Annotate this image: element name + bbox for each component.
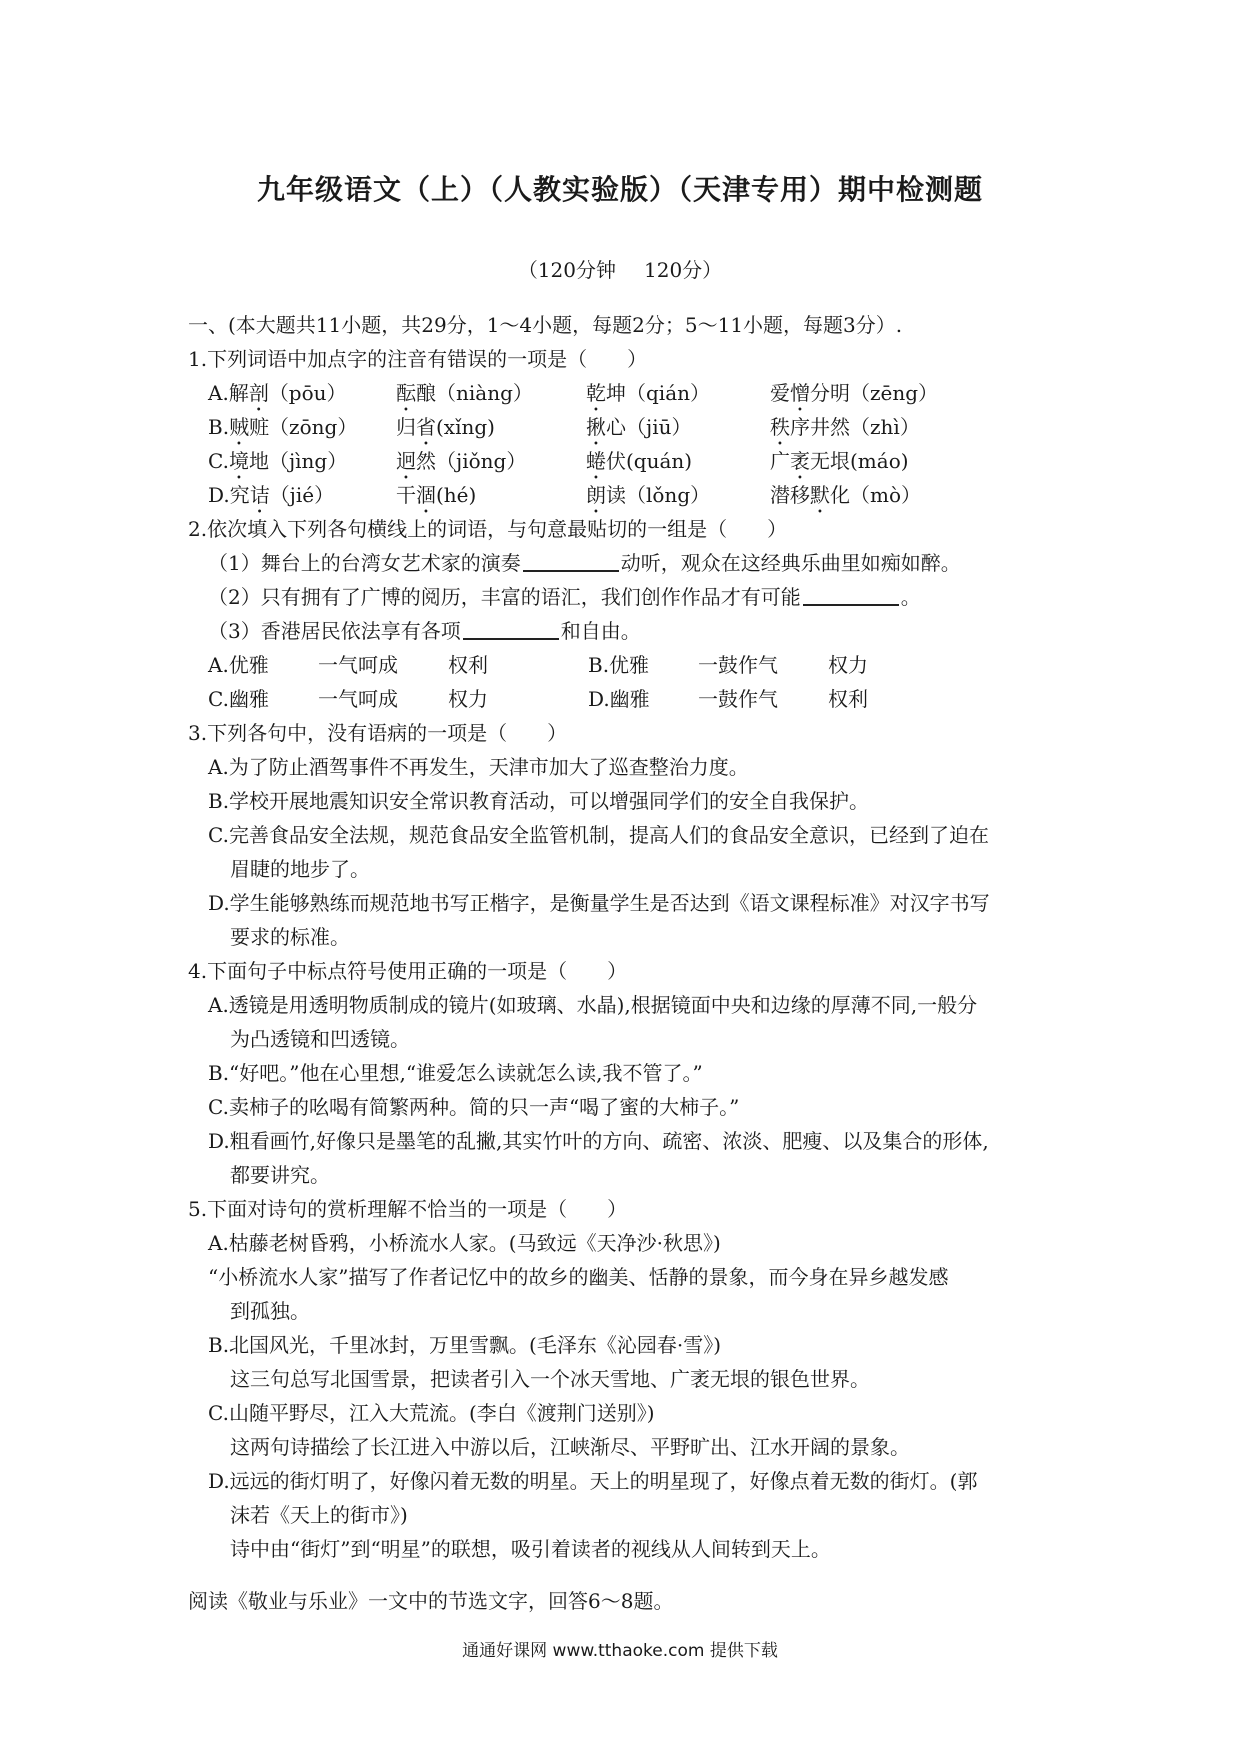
dotted-char: 迥 bbox=[396, 449, 416, 473]
dotted-char: 省 bbox=[416, 415, 436, 439]
question-3-stem: 3.下列各句中，没有语病的一项是（ ） bbox=[188, 721, 568, 745]
option-text: 干 bbox=[396, 483, 416, 507]
dotted-char: 涸 bbox=[416, 483, 436, 507]
option-item: 一气呵成 bbox=[318, 653, 398, 677]
option-text: 地（jìng） bbox=[248, 449, 348, 473]
dotted-char: 乾 bbox=[586, 381, 606, 405]
fill-blank bbox=[803, 582, 899, 606]
question-2-options bbox=[188, 648, 1068, 716]
option-line: C.卖柿子的吆喝有简繁两种。简的只一声“喝了蜜的大柿子。” bbox=[208, 1095, 740, 1119]
sentence-text: （1）舞台上的台湾女艺术家的演奏 bbox=[208, 551, 521, 575]
option-line: C.山随平野尽，江入大荒流。(李白《渡荆门送别》) bbox=[208, 1401, 655, 1425]
question-2-sentence-2 bbox=[188, 580, 1068, 614]
option-line: B.北国风光，千里冰封，万里雪飘。(毛泽东《沁园春·雪》) bbox=[208, 1333, 722, 1357]
dotted-char: 酝 bbox=[396, 381, 416, 405]
exam-info bbox=[0, 254, 1240, 283]
option-text: 无垠(máo) bbox=[810, 449, 909, 473]
exam-content bbox=[188, 308, 1068, 1618]
option-row bbox=[188, 444, 1068, 478]
exam-score: 120分） bbox=[644, 258, 723, 282]
option-line: D.远远的街灯明了，好像闪着无数的明星。天上的明星现了，好像点着无数的街灯。(郭 bbox=[208, 1469, 978, 1493]
option-line: A.为了防止酒驾事件不再发生，天津市加大了巡查整治力度。 bbox=[208, 755, 749, 779]
option-text: 归 bbox=[396, 415, 416, 439]
option-text: （jié） bbox=[269, 483, 335, 507]
option-text: 然（jiǒng） bbox=[416, 449, 527, 473]
question-4-options bbox=[188, 988, 1068, 1192]
option-text: 伏(quán) bbox=[606, 449, 693, 473]
option-line: 这两句诗描绘了长江进入中游以后，江峡渐尽、平野旷出、江水开阔的景象。 bbox=[230, 1435, 910, 1459]
option-text: B. bbox=[208, 415, 230, 439]
option-line: 都要讲究。 bbox=[230, 1163, 330, 1187]
option-item: 一鼓作气 bbox=[698, 687, 778, 711]
option-text: (hé) bbox=[436, 483, 477, 507]
dotted-char: 贼 bbox=[229, 415, 250, 439]
dotted-char: 剖 bbox=[248, 381, 269, 405]
option-item: 一鼓作气 bbox=[698, 653, 778, 677]
option-text: C. bbox=[208, 449, 229, 473]
question-5-options bbox=[188, 1226, 1068, 1566]
option-text: 化（mò） bbox=[830, 483, 922, 507]
option-text: （pōu） bbox=[268, 381, 347, 405]
option-text: 赃（zōng） bbox=[249, 415, 358, 439]
dotted-char: 朗 bbox=[586, 483, 606, 507]
sentence-text: （2）只有拥有了广博的阅历，丰富的语汇，我们创作作品才有可能 bbox=[208, 585, 801, 609]
dotted-char: 默 bbox=[810, 483, 830, 507]
option-item bbox=[770, 478, 921, 518]
dotted-char: 诘 bbox=[249, 483, 270, 507]
option-text: 分明（zēng） bbox=[810, 381, 939, 405]
option-line: 沫若《天上的街市》) bbox=[230, 1503, 408, 1527]
option-item: 一气呵成 bbox=[318, 687, 398, 711]
option-text: 坤（qián） bbox=[606, 381, 711, 405]
option-text: 潜移 bbox=[770, 483, 810, 507]
option-text: 广 bbox=[770, 449, 790, 473]
footer-credit: 通通好课网 www.tthaoke.com 提供下载 bbox=[462, 1641, 778, 1661]
option-line: 为凸透镜和凹透镜。 bbox=[230, 1027, 410, 1051]
question-1-stem: 1.下列词语中加点字的注音有错误的一项是（ ） bbox=[188, 347, 648, 371]
option-line: 这三句总写北国雪景，把读者引入一个冰天雪地、广袤无垠的银色世界。 bbox=[230, 1367, 870, 1391]
option-line: A.枯藤老树昏鸦，小桥流水人家。(马致远《天净沙·秋思》) bbox=[208, 1231, 721, 1255]
sentence-text: 。 bbox=[900, 585, 921, 609]
option-row bbox=[188, 682, 1068, 716]
option-line: 到孤独。 bbox=[230, 1299, 310, 1323]
sentence-text: （3）香港居民依法享有各项 bbox=[208, 619, 461, 643]
option-item: 权力 bbox=[448, 687, 488, 711]
option-text: D.究 bbox=[208, 483, 250, 507]
option-text: 序井然（zhì） bbox=[790, 415, 920, 439]
sentence-text: 动听，观众在这经典乐曲里如痴如醉。 bbox=[620, 551, 961, 575]
option-line: D.粗看画竹,好像只是墨笔的乱撇,其实竹叶的方向、疏密、浓淡、肥瘦、以及集合的形体, bbox=[208, 1129, 989, 1153]
option-item: 权利 bbox=[828, 687, 868, 711]
question-2-sentence-3 bbox=[188, 614, 1068, 648]
option-line: “小桥流水人家”描写了作者记忆中的故乡的幽美、恬静的景象，而今身在异乡越发感 bbox=[208, 1265, 949, 1289]
option-line: D.学生能够熟练而规范地书写正楷字，是衡量学生是否达到《语文课程标准》对汉字书写 bbox=[208, 891, 990, 915]
option-text: 爱 bbox=[770, 381, 790, 405]
question-5-stem: 5.下面对诗句的赏析理解不恰当的一项是（ ） bbox=[188, 1197, 628, 1221]
option-line: B.“好吧。”他在心里想,“谁爱怎么读就怎么读,我不管了。” bbox=[208, 1061, 703, 1085]
question-4-stem: 4.下面句子中标点符号使用正确的一项是（ ） bbox=[188, 959, 628, 983]
option-line: A.透镜是用透明物质制成的镜片(如玻璃、水晶),根据镜面中央和边缘的厚薄不同,一般分 bbox=[208, 993, 978, 1017]
option-line: 诗中由“街灯”到“明星”的联想，吸引着读者的视线从人间转到天上。 bbox=[230, 1537, 831, 1561]
option-text: 心（jiū） bbox=[606, 415, 692, 439]
option-text: (xǐng) bbox=[436, 415, 495, 439]
dotted-char: 揪 bbox=[586, 415, 606, 439]
dotted-char: 憎 bbox=[790, 381, 810, 405]
fill-blank bbox=[523, 548, 619, 572]
question-1-options bbox=[188, 376, 1068, 512]
question-2-stem: 2.依次填入下列各句横线上的词语，与句意最贴切的一组是（ ） bbox=[188, 517, 788, 541]
option-row bbox=[188, 478, 1068, 512]
question-3-options bbox=[188, 750, 1068, 954]
option-row bbox=[188, 376, 1068, 410]
option-row bbox=[188, 648, 1068, 682]
fill-blank bbox=[463, 616, 559, 640]
section-heading: 一、(本大题共11小题，共29分，1～4小题，每题2分；5～11小题，每题3分）. bbox=[188, 313, 903, 337]
option-item: 权利 bbox=[448, 653, 488, 677]
dotted-char: 秩 bbox=[770, 415, 790, 439]
question-2-sentence-1 bbox=[188, 546, 1068, 580]
option-item: A.优雅 bbox=[208, 653, 269, 677]
sentence-text: 和自由。 bbox=[560, 619, 641, 643]
exam-time: （120分钟 bbox=[517, 258, 616, 282]
option-text: A.解 bbox=[208, 381, 249, 405]
option-item: D.幽雅 bbox=[588, 687, 650, 711]
option-text: 酿（niàng） bbox=[416, 381, 533, 405]
option-line: C.完善食品安全法规，规范食品安全监管机制，提高人们的食品安全意识，已经到了迫在 bbox=[208, 823, 989, 847]
option-item: B.优雅 bbox=[588, 653, 650, 677]
option-line: 眉睫的地步了。 bbox=[230, 857, 370, 881]
page-title: 九年级语文（上）（人教实验版）（天津专用）期中检测题 bbox=[256, 173, 983, 206]
dotted-char: 境 bbox=[228, 449, 249, 473]
option-item: 权力 bbox=[828, 653, 868, 677]
dotted-char: 蜷 bbox=[586, 449, 606, 473]
option-item: C.幽雅 bbox=[208, 687, 269, 711]
dotted-char: 袤 bbox=[790, 449, 810, 473]
reading-instruction: 阅读《敬业与乐业》一文中的节选文字，回答6～8题。 bbox=[188, 1589, 674, 1613]
option-line: B.学校开展地震知识安全常识教育活动，可以增强同学们的安全自我保护。 bbox=[208, 789, 870, 813]
option-text: 读（lǒng） bbox=[606, 483, 711, 507]
option-line: 要求的标准。 bbox=[230, 925, 350, 949]
